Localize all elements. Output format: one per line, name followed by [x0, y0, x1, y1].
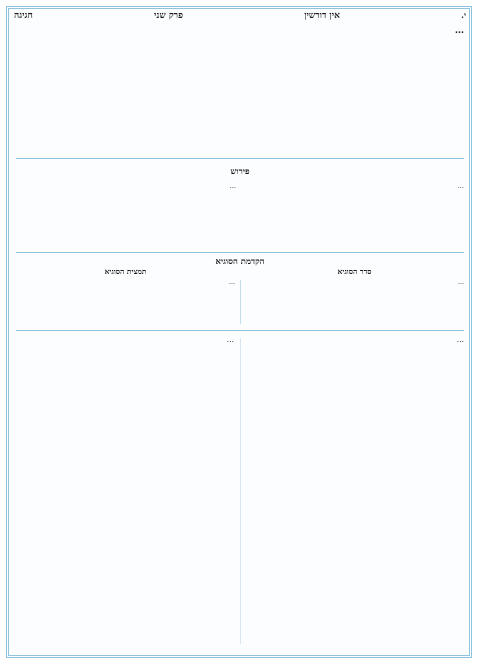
- commentary-right-column: …: [457, 182, 464, 190]
- intro-summary-text: …: [228, 279, 235, 287]
- chapter-number: פרק שני: [154, 10, 183, 21]
- intro-summary-column: [16, 268, 235, 326]
- page-number: י.: [461, 9, 466, 20]
- intro-order-column: [245, 268, 464, 326]
- column-divider: [240, 338, 241, 644]
- commentary-heading: פירוש: [0, 166, 480, 180]
- main-text-block: …: [454, 25, 464, 36]
- commentary-left-column: …: [229, 182, 236, 190]
- divider: [16, 252, 464, 253]
- intro-order-text: …: [457, 279, 464, 287]
- explanation-left-column: …: [226, 335, 234, 344]
- intro-order-title: סדר הסוגיא: [337, 268, 372, 276]
- column-divider: [240, 280, 241, 324]
- divider: [16, 330, 464, 331]
- running-header: [14, 8, 466, 22]
- tractate-name: חגיגה: [14, 10, 33, 21]
- divider: [16, 158, 464, 159]
- intro-summary-title: תמצית הסוגיא: [104, 268, 147, 276]
- chapter-title: אין דורשין: [304, 10, 340, 21]
- explanation-right-column: …: [456, 335, 464, 344]
- commentary-section: [16, 182, 464, 254]
- intro-heading: הקדמת הסוגיא: [0, 256, 480, 270]
